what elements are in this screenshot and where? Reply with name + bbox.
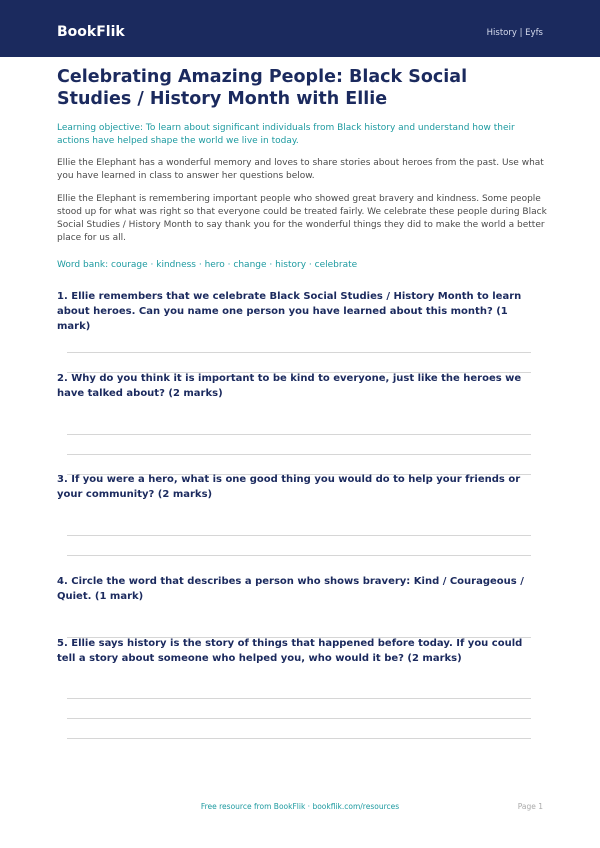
page-number: Page 1 (517, 802, 543, 811)
answer-line[interactable] (67, 738, 531, 739)
top-bar (0, 0, 600, 57)
answer-line[interactable] (67, 718, 531, 719)
intro-paragraph: Ellie the Elephant has a wonderful memory and loves to share stories about heroes from the past. Use what you have learned in class to answer her questions below. (57, 158, 544, 181)
answer-line[interactable] (67, 434, 531, 435)
word-bank: Word bank: courage · kindness · hero · change · history · celebrate (57, 260, 358, 270)
footer-credit[interactable]: Free resource from BookFlik · bookflik.com/resources (200, 802, 400, 811)
question-2: 2. Why do you think it is important to be kind to everyone, just like the heroes we have talked about? (2 marks) (57, 373, 522, 399)
answer-line[interactable] (67, 698, 531, 699)
brand-logo[interactable]: BookFlik (57, 24, 125, 40)
answer-line[interactable] (67, 352, 531, 353)
answer-line[interactable] (67, 454, 531, 455)
question-1: 1. Ellie remembers that we celebrate Black Social Studies / History Month to learn about heroes. Can you name one person you have learned about this month? (1 mark) (57, 291, 522, 332)
breadcrumb[interactable]: History | Eyfs (486, 28, 543, 38)
question-5: 5. Ellie says history is the story of things that happened before today. If you could tell a story about someone who helped you, who would it be? (2 marks) (57, 638, 523, 664)
learning-objective: Learning objective: To learn about significant individuals from Black history and understand how their actions have helped shape the world we live in today. (57, 123, 515, 146)
answer-line[interactable] (67, 535, 531, 536)
answer-line[interactable] (67, 555, 531, 556)
story-paragraph: Ellie the Elephant is remembering important people who showed great bravery and kindness. Some people stood up for what was right so that everyone could be treated fairly. We celebrate these people during Black Social Studies / History Month to say thank you for the wonderful things they did to make the world a better place for us all. (57, 194, 547, 243)
question-4: 4. Circle the word that describes a person who shows bravery: Kind / Courageous / Quiet. (1 mark) (57, 576, 524, 602)
question-3: 3. If you were a hero, what is one good thing you would do to help your friends or your community? (2 marks) (57, 474, 521, 500)
page-title: Celebrating Amazing People: Black Social Studies / History Month with Ellie (57, 67, 468, 109)
